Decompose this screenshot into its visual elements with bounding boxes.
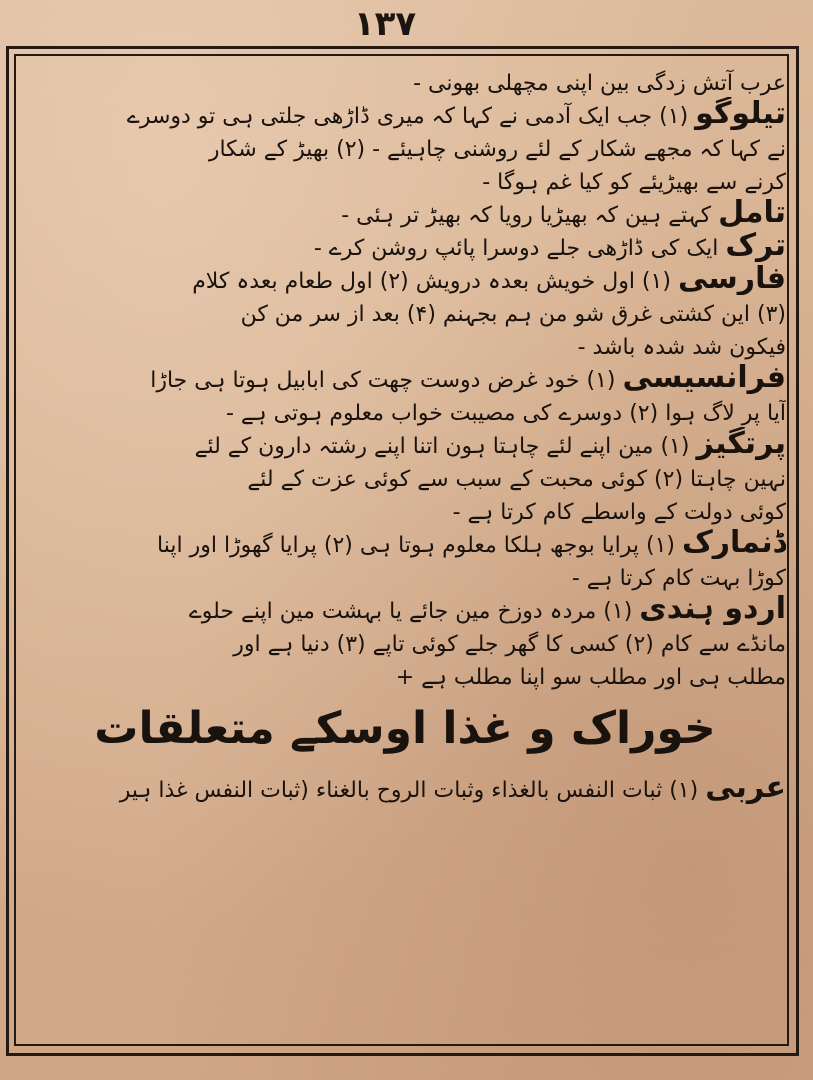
line-text: کہتے ہین کہ بھیڑیا رویا کہ بھیڑ تر ہئی - xyxy=(341,203,712,228)
language-label: تیلوگو xyxy=(695,97,786,130)
language-label: ڈنمارک xyxy=(682,526,786,559)
language-label: اردو ہندی xyxy=(639,592,786,625)
line-text: مطلب ہی اور مطلب سو اپنا مطلب ہے + xyxy=(395,665,786,690)
line-text: عرب آتش زدگی بین اپنی مچھلی بھونی - xyxy=(413,71,786,96)
text-line xyxy=(24,559,786,592)
text-line xyxy=(24,658,786,691)
line-text: مانڈے سے کام (۲) کسی کا گھر جلے کوئی تاپے (۳) دنیا ہے اور xyxy=(233,632,786,657)
text-line xyxy=(24,229,786,262)
text-line xyxy=(24,64,786,97)
text-line xyxy=(24,295,786,328)
line-text: نے کہا کہ مجھے شکار کے لئے روشنی چاہیئے - (۲) بھیڑ کے شکار xyxy=(208,137,786,162)
language-label: فرانسیسی xyxy=(622,361,786,394)
line-text: ایک کی ڈاڑھی جلے دوسرا پائپ روشن کرے - xyxy=(313,236,719,261)
line-text: آیا پر لاگ ہوا (۲) دوسرے کی مصیبت خواب معلوم ہوتی ہے - xyxy=(225,401,786,426)
text-line xyxy=(24,771,786,804)
language-label: فارسی xyxy=(677,262,786,295)
line-text: کوڑا بہت کام کرتا ہے - xyxy=(571,566,786,591)
section-heading: خوراک و غذا اوسکے متعلقات xyxy=(94,703,716,754)
language-label: ترک xyxy=(725,229,786,262)
text-line xyxy=(24,130,786,163)
text-line xyxy=(24,592,786,625)
line-text: (۱) ثبات النفس بالغذاء وثبات الروح بالغناء (ثبات النفس غذا ہیر xyxy=(119,778,699,803)
line-text: (۱) خود غرض دوست چھت کی ابابیل ہوتا ہی جاڑا xyxy=(150,368,616,393)
page-number: ۱۳۷ xyxy=(353,4,417,44)
text-line xyxy=(24,196,786,229)
text-line xyxy=(24,625,786,658)
line-text: کوئی دولت کے واسطے کام کرتا ہے - xyxy=(452,500,786,525)
language-label: تامل xyxy=(718,196,786,229)
line-text: کرنے سے بھیڑیئے کو کیا غم ہوگا - xyxy=(482,170,786,195)
line-text: (۱) جب ایک آدمی نے کہا کہ میری ڈاڑھی جلتی ہی تو دوسرے xyxy=(126,104,689,129)
text-line xyxy=(24,97,786,130)
text-line xyxy=(24,394,786,427)
text-line xyxy=(24,163,786,196)
text-line xyxy=(24,262,786,295)
text-line xyxy=(24,427,786,460)
language-label: عربی xyxy=(705,771,786,804)
text-body xyxy=(24,64,786,1039)
line-text: (۱) اول خویش بعدہ درویش (۲) اول طعام بعدہ کلام xyxy=(192,269,671,294)
language-label: پرتگیز xyxy=(696,427,786,460)
text-line xyxy=(24,526,786,559)
line-text: (۳) این کشتی غرق شو من ہم بجہنم (۴) بعد از سر من کن xyxy=(240,302,786,327)
text-line xyxy=(24,361,786,394)
text-line xyxy=(24,328,786,361)
line-text: فیکون شد شدہ باشد - xyxy=(577,335,786,360)
line-text: (۱) مین اپنے لئے چاہتا ہون اتنا اپنے رشتہ دارون کے لئے xyxy=(194,434,690,459)
text-line xyxy=(24,460,786,493)
line-text: نہین چاہتا (۲) کوئی محبت کے سبب سے کوئی عزت کے لئے xyxy=(247,467,786,492)
text-line xyxy=(24,493,786,526)
line-text: (۱) مردہ دوزخ مین جائے یا بہشت مین اپنے حلوے xyxy=(188,599,633,624)
line-text: (۱) پرایا بوجھ ہلکا معلوم ہوتا ہی (۲) پرایا گھوڑا اور اپنا xyxy=(157,533,675,558)
